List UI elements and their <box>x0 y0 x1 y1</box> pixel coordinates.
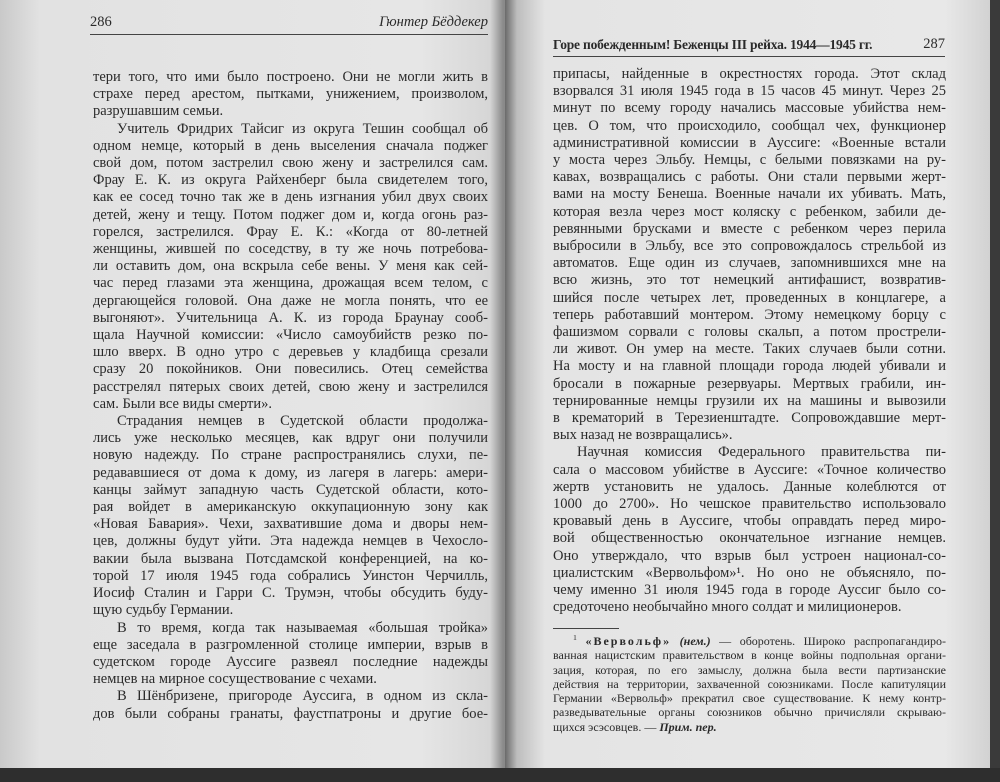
text-line: чему именно 31 июля 1945 года в городе Аусcиг было со- <box>553 582 946 599</box>
footnote-lang: (нем.) <box>679 634 711 648</box>
footnote-line: разведывательные органы союзников обычно причисляли скрываю- <box>553 705 946 720</box>
text-line: свой дом, потом застрелил свою жену и застрелился сам. <box>93 155 488 172</box>
footnote-line: зация, которая, по его замыслу, должна была вести партизанские <box>553 662 946 677</box>
text-line: немцев на мирное сосуществование с чехами. <box>93 671 377 688</box>
text-line: час перед глазами эта женщина, дрожащая всем телом, с <box>93 275 488 292</box>
text-line: шийся после четырех лет, проведенных в концлагере, а <box>553 289 946 306</box>
footnote-text: щихся эсэсовцев. — <box>553 719 660 734</box>
text-line: средоточено необычайно много солдат и милиционеров. <box>553 599 902 616</box>
text-line: цев, должны будут уйти. Эта надежда немцев в Чехосло- <box>93 533 488 550</box>
text-line: кровавый день в Аусcиге, чтобы оправдать перед миро- <box>553 513 946 530</box>
footnote-line: Германии «Вервольф» прекратил свое существование. К нему контр- <box>553 691 946 706</box>
text-line: Оно утверждало, что взрыв был устроен национал-со- <box>553 547 946 564</box>
text-line: тернированные немцы грузили их на машины и вывозили <box>553 392 946 409</box>
text-line: кавах, возвращались с работы. Они стали первыми жерт- <box>553 169 946 186</box>
text-line: лись уже несколько месяцев, как вдруг они получили <box>93 430 488 447</box>
left-page <box>0 0 505 768</box>
text-line: В то время, когда так называемая «большая тройка» <box>117 619 488 636</box>
text-line: одном немце, который в день выселения сначала поджег <box>93 137 488 154</box>
text-line: взорвался 31 июля 1945 года в 15 часов 45 минут. Через 25 <box>553 83 946 100</box>
text-line: сала о массовом убийстве в Аусcиге: «Точное количество <box>553 461 946 478</box>
footnote <box>553 634 946 734</box>
text-line: припасы, найденные в окрестностях города. Этот склад <box>553 66 946 82</box>
footnote-marker: 1 <box>573 634 577 642</box>
footnote-line: действия на территории, захваченной союзниками. После капитуляции <box>553 676 946 691</box>
text-line: сразу 20 покойников. Они повесились. Отец семейства <box>93 361 488 378</box>
text-line: дергающейся головой. Она даже не могла понять, что ее <box>93 292 488 309</box>
running-title: Горе побежденным! Беженцы III рейха. 1944—1945 гг. <box>553 37 873 52</box>
footnote-term: «Вервольф» <box>585 634 672 648</box>
text-line: шло вверх. В одно утро с деревьев у кладбища срезали <box>93 344 488 361</box>
right-page <box>505 0 990 768</box>
text-line: сам. Были все виды смерти». <box>93 395 273 412</box>
book-edge <box>990 0 1000 782</box>
text-line: горелся, застрелился. Фрау Е. К.: «Когда от 80-летней <box>93 223 488 240</box>
left-page-body <box>93 69 488 723</box>
text-line: у моста через Эльбу. Немцы, с белыми повязками на ру- <box>553 152 946 169</box>
right-page-body <box>553 66 946 617</box>
text-line: которая везла через мост коляску с ребенком, забили де- <box>553 203 946 220</box>
text-line: Научная комиссия Федерального правительства пи- <box>577 444 946 461</box>
translator-note: Прим. пер. <box>659 719 717 734</box>
running-title: Гюнтер Бёддекер <box>379 14 488 30</box>
text-line: ли живот. Он умер на месте. Таких случаев были сотни. <box>553 341 946 358</box>
text-line: теперь работавший монтером. Этому немецкому борцу с <box>553 306 946 323</box>
text-line: 1000 до 2700». Но чешское правительство использовало <box>553 496 946 513</box>
text-line: судетском городе Аусcиге развеял последние надежды <box>93 653 488 670</box>
text-line: «Новая Бавария». Чехи, захватившие дома и дворы нем- <box>93 516 488 533</box>
page-number: 286 <box>90 14 112 30</box>
right-page-header <box>553 34 945 57</box>
text-line: еще заседала в разгромленной столице империи, взрыв в <box>93 636 488 653</box>
text-line: циалистским «Вервольфом»¹. Но оно не объясняло, по- <box>553 564 946 581</box>
text-line: жертв установить не удалось. Данные колеблются от <box>553 478 946 495</box>
text-line: вакии была вызвана Потсдамской конференцией, на ко- <box>93 550 488 567</box>
text-line: тери того, что ими было построено. Они не могли жить в <box>93 69 488 85</box>
text-line: Фрау Е. К. из округа Райхенберг была свидетелем того, <box>93 172 488 189</box>
text-line: вой общественностью окончательное изгнание немцев. <box>553 530 946 547</box>
text-line: щала Научной комиссии: «Число самоубийств резко по- <box>93 327 488 344</box>
footnote-line <box>553 634 946 648</box>
scan-border <box>0 768 1000 782</box>
footnote-text: — оборотень. Широко распропагандиро- <box>710 634 946 648</box>
text-line: В Шёнбризене, пригороде Аусcига, в одном из скла- <box>117 688 488 705</box>
text-line: административной комиссии в Аусcиге: «Военные встали <box>553 134 946 151</box>
text-line: детей, жену и тещу. Потом поджег дом и, когда огонь раз- <box>93 206 488 223</box>
text-line: Учитель Фридрих Тайсиг из округа Тешин сообщал об <box>117 120 488 137</box>
text-line: щую судьбу Германии. <box>93 602 234 619</box>
text-line: Иосиф Сталин и Гарри С. Трумэн, чтобы обсудить буду- <box>93 585 488 602</box>
text-line: ревянными брусками и вместе с ребенком через перила <box>553 220 946 237</box>
text-line: разрушавшим семьи. <box>93 103 224 120</box>
footnote-line <box>553 720 946 734</box>
left-page-header <box>90 12 488 35</box>
text-line: расстрелял пятерых своих детей, свою жену и застрелился <box>93 378 488 395</box>
text-line: автоматов. Еще один из случаев, запомнившихся мне на <box>553 255 946 272</box>
text-line: как ее сосед точно так же в день изгнания убил двух своих <box>93 189 488 206</box>
footnote-divider <box>553 628 619 629</box>
text-line: выбросили в Эльбу, все это сопровождалось стрельбой из <box>553 238 946 255</box>
text-line: вых назад не возвращались». <box>553 427 733 444</box>
text-line: бросали в пожарные резервуары. Мертвых грабили, ин- <box>553 375 946 392</box>
text-line: На мосту и на главной площади города людей убивали и <box>553 358 946 375</box>
text-line: минут по всему городу начались массовые убийства нем- <box>553 100 946 117</box>
text-line: дов были собраны гранаты, фаустпатроны и другие бое- <box>93 705 488 722</box>
text-line: женщины, жившей по соседству, в ту же ночь потребова- <box>93 241 488 258</box>
page-number: 287 <box>923 36 945 52</box>
text-line: Страдания немцев в Судетской области продолжа- <box>117 413 488 430</box>
text-line: новую надежду. По стране распространялись слухи, пе- <box>93 447 488 464</box>
text-line: редававшиеся от дома к дому, из лагеря в лагерь: амери- <box>93 464 488 481</box>
text-line: выгоняют». Учительница А. К. из города Браунау сооб- <box>93 309 488 326</box>
text-line: в крематорий в Терезиенштадте. Сопровождавшие мерт- <box>553 410 946 427</box>
text-line: рая войдет в американскую оккупационную зону как <box>93 499 488 516</box>
text-line: канцы займут западную часть Судетской области, кото- <box>93 481 488 498</box>
text-line: страхе перед арестом, пытками, унижением, произволом, <box>93 86 488 103</box>
text-line: торой 17 июля 1945 года собрались Уинстон Черчилль, <box>93 567 488 584</box>
text-line: фашизмом сорвали с головы скальп, а потом прострели- <box>553 324 946 341</box>
footnote-line: ванная нацистским правительством в конце войны подпольная органи- <box>553 648 946 663</box>
text-line: всю жизнь, это тот немецкий антифашист, возвратив- <box>553 272 946 289</box>
text-line: вами на мосту Бенеша. Военные начали их убивать. Мать, <box>553 186 946 203</box>
text-line: ли оставить дом, она вскрыла себе вены. У меня как сей- <box>93 258 488 275</box>
text-line: цев. О том, что происходило, сообщал чех, функционер <box>553 117 946 134</box>
